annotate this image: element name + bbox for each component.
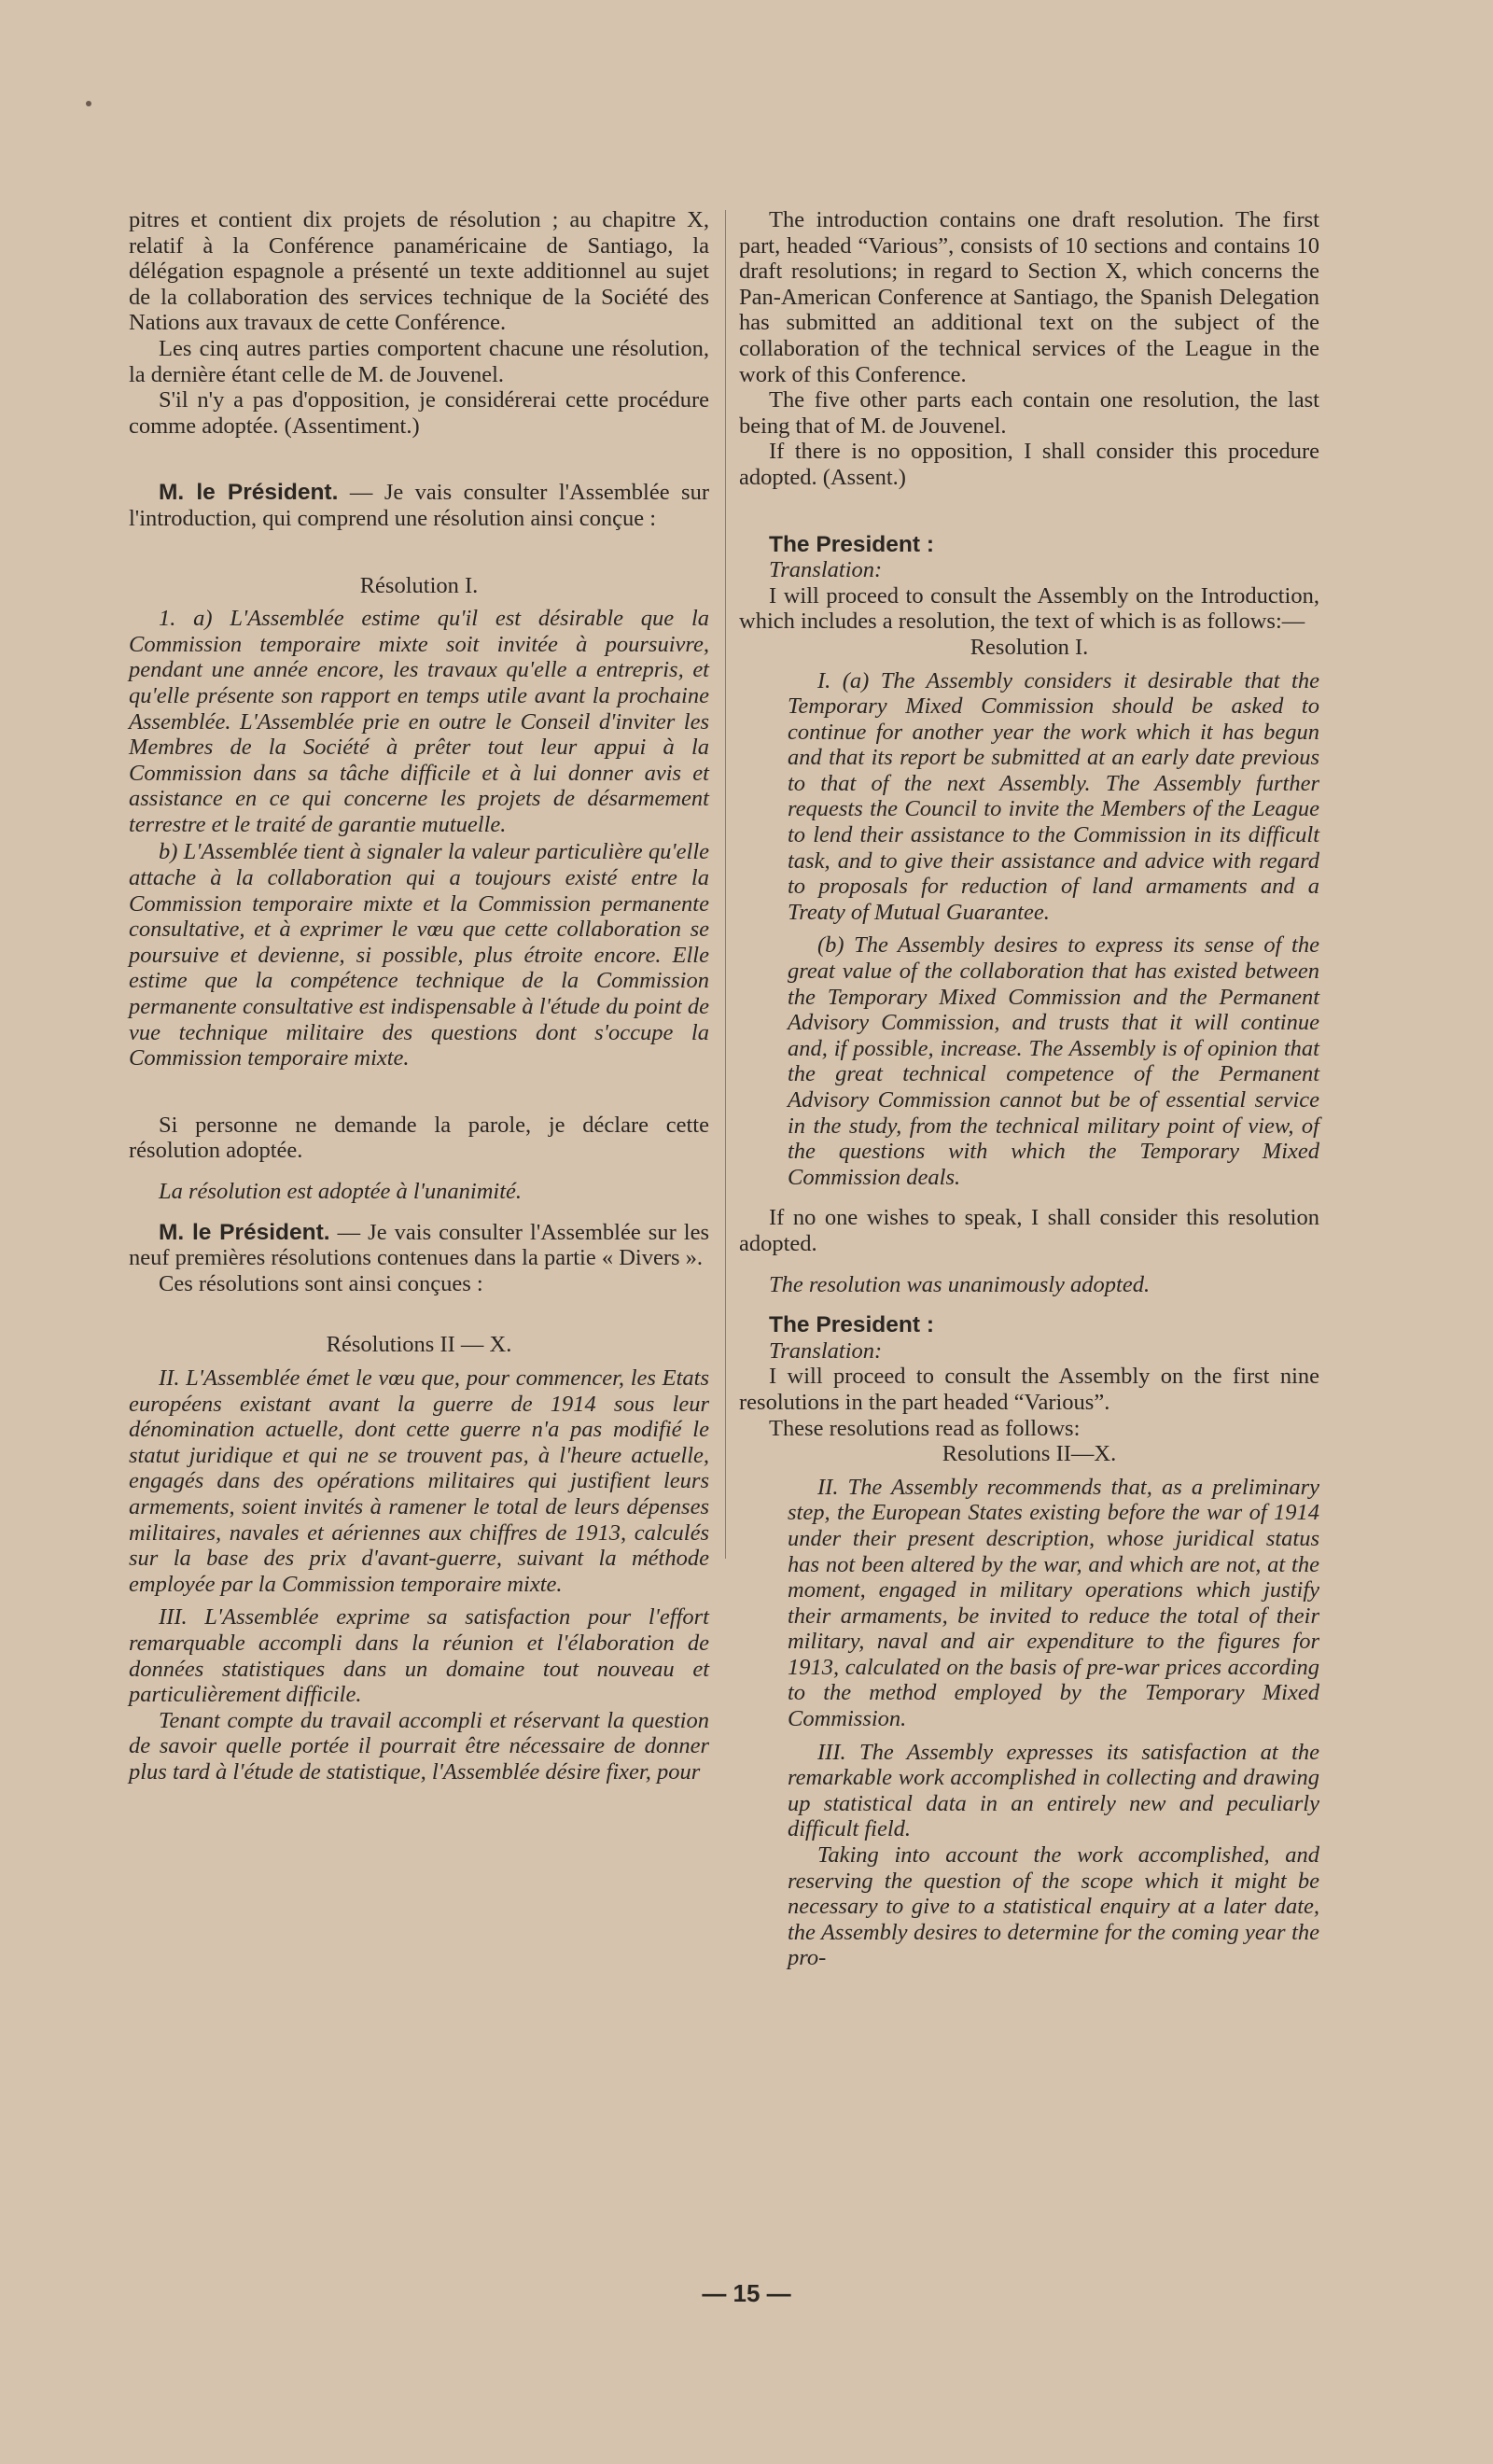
- resolution-text: III. The Assembly expresses its satisfaction at the remarkable work accomplished in collecting and drawing up statistical data in an entirely new and peculiarly difficult field.: [788, 1739, 1319, 1842]
- english-column: [739, 207, 1319, 1971]
- resolution-text: II. L'Assemblée émet le vœu que, pour commencer, les Etats européens existant avant la guerre de 1914 sous leur dénomination actuelle, dont cette guerre n'a pas modifié le statut juridique et qui ne se trouvent pas, à l'heure actuelle, engagés dans des opérations militaires qui justifient leurs armements, soient invités à ramener le total de leurs dépenses militaires, navales et aériennes aux chiffres de 1913, calculés sur la base des prix d'avant-guerre, suivant la méthode employée par la Commission temporaire mixte.: [129, 1365, 709, 1597]
- paragraph: The introduction contains one draft resolution. The first part, headed “Various”, consists of 10 sections and contains 10 draft resolutions; in regard to Section X, which concerns the Pan-American Conference at Santiago, the Spanish Delegation has submitted an additional text on the subject of the collaboration of the technical services of the League in the work of this Conference.: [739, 207, 1319, 387]
- paragraph: S'il n'y a pas d'opposition, je considérerai cette procédure comme adoptée. (Assentiment.): [129, 387, 709, 439]
- resolution-text: II. The Assembly recommends that, as a preliminary step, the European States existing before the war of 1914 under their present description, whose juridical status has not been altered by the war, and which are not, at the moment, engaged in military operations which justify their armaments, be invited to reduce the total of their military, naval and air expenditure to the figures for 1913, calculated on the basis of pre-war prices according to the method employed by the Temporary Mixed Commission.: [788, 1474, 1319, 1732]
- speaker-name: M. le Président.: [159, 480, 339, 506]
- speaker-text: — Je vais consulter l'Assemblée sur les neuf premières résolutions contenues dans la partie « Divers ».: [129, 1219, 710, 1271]
- paragraph: I will proceed to consult the Assembly on the first nine resolutions in the part headed “Various”.: [739, 1364, 1319, 1415]
- translation-label: Translation:: [769, 557, 883, 583]
- speaker-name: The President :: [769, 1312, 934, 1338]
- adoption-note: The resolution was unanimously adopted.: [769, 1271, 1151, 1297]
- resolution-text: III. L'Assemblée exprime sa satisfaction pour l'effort remarquable accompli dans la réunion et l'élaboration de données statistiques dans un domaine tout nouveau et particulièrement difficile.: [129, 1604, 709, 1708]
- paragraph: Ces résolutions sont ainsi conçues :: [159, 1270, 483, 1296]
- resolution-text: (b) The Assembly desires to express its sense of the great value of the collaboration that has existed between the Temporary Mixed Commission and the Permanent Advisory Commission, and trusts that it will continue and, if possible, increase. The Assembly is of opinion that the great technical competence of the Permanent Advisory Commission cannot but be of essential service in the study, from the technical military point of view, of the questions with which the Temporary Mixed Commission deals.: [788, 932, 1319, 1190]
- resolution-text: Taking into account the work accomplished, and reserving the question of the scope which it might be necessary to give to a statistical enquiry at a later date, the Assembly desires to determine for the coming year the pro-: [788, 1842, 1319, 1971]
- resolution-title: Resolution I.: [970, 634, 1089, 660]
- paragraph: Si personne ne demande la parole, je déclare cette résolution adoptée.: [129, 1112, 709, 1164]
- translation-label: Translation:: [769, 1337, 883, 1364]
- french-column: [129, 207, 709, 1785]
- resolution-text: b) L'Assemblée tient à signaler la valeur particulière qu'elle attache à la collaboration qui a toujours existé entre la Commission temporaire mixte et la Commission permanente consultative, et à exprimer le vœu que cette collaboration se poursuive et devienne, si possible, plus étroite encore. Elle estime que la compétence technique de la Commission permanente consultative est indispensable à l'étude du point de vue technique militaire des questions dont s'occupe la Commission temporaire mixte.: [129, 839, 709, 1071]
- resolution-text: 1. a) L'Assemblée estime qu'il est désirable que la Commission temporaire mixte soit invitée à poursuivre, pendant une année encore, les travaux qu'elle a entrepris, et qu'elle présente son rapport en temps utile avant la prochaine Assemblée. L'Assemblée prie en outre le Conseil d'inviter les Membres de la Société à prêter tout leur appui à la Commission dans sa tâche difficile et à lui donner avis et assistance en ce qui concerne les projets de désarmement terrestre et le traité de garantie mutuelle.: [129, 606, 709, 837]
- paragraph: pitres et contient dix projets de résolution ; au chapitre X, relatif à la Conférence panaméricaine de Santiago, la délégation espagnole a présenté un texte additionnel au sujet de la collaboration des services technique de la Société des Nations aux travaux de cette Conférence.: [129, 207, 709, 336]
- resolution-text: I. (a) The Assembly considers it desirable that the Temporary Mixed Commission should be asked to continue for another year the work which it has begun and that its report be submitted at an early date previous to that of the next Assembly. The Assembly further requests the Council to invite the Members of the League to lend their assistance to the Commission in its difficult task, and to give their assistance and advice with regard to proposals for reduction of land armaments and a Treaty of Mutual Guarantee.: [788, 667, 1319, 925]
- speck-mark: [86, 101, 91, 106]
- paragraph: If no one wishes to speak, I shall consider this resolution adopted.: [739, 1205, 1319, 1256]
- paragraph: The five other parts each contain one resolution, the last being that of M. de Jouvenel.: [739, 387, 1319, 439]
- paragraph: If there is no opposition, I shall consider this procedure adopted. (Assent.): [739, 439, 1319, 490]
- speaker-paragraph: [129, 480, 709, 531]
- column-divider: [725, 210, 726, 1559]
- resolution-title: Résolutions II — X.: [326, 1332, 512, 1358]
- adoption-note: La résolution est adoptée à l'unanimité.: [159, 1179, 523, 1204]
- paragraph: I will proceed to consult the Assembly on the Introduction, which includes a resolution, the text of which is as follows:—: [739, 582, 1319, 635]
- resolution-title: Résolution I.: [359, 572, 479, 598]
- resolution-text: Tenant compte du travail accompli et réservant la question de savoir quelle portée il pourrait être nécessaire de donner plus tard à l'étude de statistique, l'Assemblée désire fixer, pour: [129, 1707, 709, 1785]
- paragraph: Les cinq autres parties comportent chacune une résolution, la dernière étant celle de M. de Jouvenel.: [129, 335, 709, 387]
- speaker-text: — Je vais consulter l'Assemblée sur l'introduction, qui comprend une résolution ainsi conçue :: [129, 480, 709, 531]
- paragraph: These resolutions read as follows:: [769, 1415, 1081, 1441]
- resolution-title: Resolutions II—X.: [942, 1441, 1117, 1467]
- speaker-paragraph: [129, 1220, 709, 1271]
- speaker-name: The President :: [769, 531, 934, 557]
- page-number: — 15 —: [702, 2279, 791, 2307]
- speaker-name: M. le Président.: [159, 1219, 330, 1245]
